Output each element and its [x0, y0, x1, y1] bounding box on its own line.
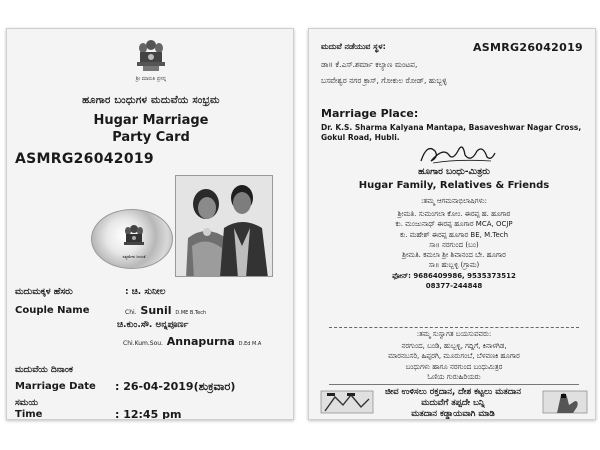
groom-prefix: Chi.: [125, 309, 137, 316]
footer-line-3: ಮತದಾನ ಕಡ್ಡಾಯವಾಗಿ ಮಾಡಿ: [411, 409, 495, 419]
greetings-heading: :ತಮ್ಮ ಸುಸ್ವಾಗತ ಬಯಸುವವರು:: [416, 330, 492, 338]
couple-name-label: Couple Name: [15, 305, 90, 316]
list-item: ಸಾ॥ ಹುಬ್ಬಳ್ಳಿ (ಗ್ರಾಮ): [428, 261, 480, 270]
phone-numbers: ಫೋನ್: 9686409986, 9535373512: [392, 271, 516, 280]
couple-label-local: ಮದುಮಕ್ಕಳ ಹೆಸರು: [15, 287, 73, 297]
emblem-caption: ಶ್ರೀ ಮಾರುತಿ ಪ್ರಸನ್ನ: [135, 76, 167, 82]
groom-name: Sunil: [140, 304, 172, 317]
footer-line-1: ಜೀವ ಉಳಿಸಲು ರಕ್ತದಾನ, ದೇಶ ಕಟ್ಟಲು ಮತದಾನ: [384, 387, 522, 397]
card-title-line2: Party Card: [112, 130, 190, 145]
list-item: ಓಣಿಯ ಗುರುಹಿರಿಯರು: [427, 372, 481, 381]
list-item: ನರಗುಂದ, ಬಂಡಿ, ಹುಬ್ಬಳ್ಳಿ, ಗದ್ದಿಗೆ, ಕಿನಾಳಗಿಡ,: [401, 342, 507, 350]
list-item: ಶ್ರೀಮತಿ. ಸುಮಂಗಲಾ ಕೋಂ. ಈರಪ್ಪ ಹ. ಹೂಗಾರ: [397, 210, 511, 218]
list-item: ಬಂಧುಗಳು ಹಾಗೂ ನರಗುಂದ ಬಂಧುಮಿತ್ರರ: [405, 362, 503, 371]
list-item: ಕು. ಮಂಜುನಾಥ್ ಈರಪ್ಪ ಹೂಗಾರ MCA, OCJP: [395, 220, 513, 229]
list-item: ಕು. ಮಹೇಶ್ ಈರಪ್ಪ ಹೂಗಾರ BE, M.Tech: [399, 230, 509, 239]
date-label: Marriage Date: [15, 381, 96, 392]
venue-heading-local: ಮದುವೆ ನಡೆಯುವ ಸ್ಥಳ:: [321, 42, 386, 51]
date-value: : 26-04-2019(ಶುಕ್ರವಾರ): [115, 380, 236, 393]
venue-address: Dr. K.S. Sharma Kalyana Mantapa, Basaveshwar Nagar Cross, Gokul Road, Hubli.: [321, 123, 582, 142]
party-card-back: [308, 28, 596, 420]
venue-line2-local: ಬಸವೇಶ್ವರ ನಗರ ಕ್ರಾಸ್, ಗೋಕುಲ ರೋಡ್, ಹುಬ್ಬಳ್ಳಿ: [321, 76, 447, 85]
card-code: ASMRG26042019: [472, 41, 583, 54]
card-title-line1: Hugar Marriage: [93, 113, 209, 128]
bride-name-local: ಚಿ.ಕುಂ.ಸೌ. ಅನ್ನಪೂರ್ಣ: [117, 320, 189, 330]
national-emblem-icon: [131, 37, 171, 75]
disc-caption: ಸತ್ಯಮೇವ ಜಯತೆ: [122, 254, 146, 259]
divider: [329, 384, 579, 385]
hosts-list: [339, 209, 569, 291]
disc-emblem-icon: [119, 222, 149, 252]
family-local: ಹೂಗಾರ ಬಂಧು-ಮಿತ್ರರು: [418, 167, 490, 177]
time-label-local: ಸಮಯ: [15, 398, 38, 408]
couple-photo: [175, 175, 273, 277]
list-item: ಶ್ರೀಮತಿ. ಕಮಲಾ ಶ್ರೀ ಶಿವಾನಂದ ಬೇ. ಹೂಗಾರ: [402, 251, 506, 260]
venue-line1-local: ಡಾ॥ ಕೆ.ಎಸ್.ಶರ್ಮಾ ಕಲ್ಯಾಣ ಮಂಟಪ,: [321, 60, 418, 69]
groom-name-local: : ಚಿ. ಸುನೀಲ: [125, 287, 166, 297]
list-item: ಸಾ॥ ನರಗುಂದ (ಬಂ): [429, 240, 479, 249]
date-label-local: ಮದುವೆಯ ದಿನಾಂಕ: [15, 365, 73, 375]
groom-name-line: [125, 304, 206, 317]
bride-degree: D.Ed M.A: [238, 341, 262, 347]
divider: [329, 327, 579, 328]
card-code: ASMRG26042019: [15, 151, 154, 167]
time-value: : 12:45 pm: [115, 408, 182, 420]
party-card-front: [6, 28, 294, 420]
heading-local: ಹೂಗಾರ ಬಂಧುಗಳ ಮದುವೆಯ ಸಂಭ್ರಮ: [82, 95, 220, 106]
bride-prefix: Chi.Kum.Sou.: [123, 340, 163, 347]
bride-name: Annapurna: [166, 335, 235, 348]
time-label: Time: [15, 409, 43, 420]
signature-icon: [413, 141, 499, 167]
landline-number: 08377-244848: [425, 282, 483, 291]
greetings-list: [339, 341, 569, 382]
hosts-heading: :ತಮ್ಮ ಆಗಮನಾಭಿಲಾಷಿಗಳು:: [421, 197, 487, 205]
venue-title: Marriage Place:: [321, 107, 419, 120]
groom-degree: D.ME B.Tech: [175, 310, 207, 316]
family-english: Hugar Family, Relatives & Friends: [358, 180, 550, 191]
list-item: ಮಾರನಬಸರಿ, ಹಿಪ್ಪರಗಿ, ಮೂರುಗಂಬೆ, ಬೆಳವಣಕಿ ಹೂಗಾರ: [388, 352, 520, 361]
footer-line-2: ಮದುವೆಗೆ ತಪ್ಪದೇ ಬನ್ನಿ: [421, 398, 485, 408]
bride-name-line: [123, 335, 261, 348]
